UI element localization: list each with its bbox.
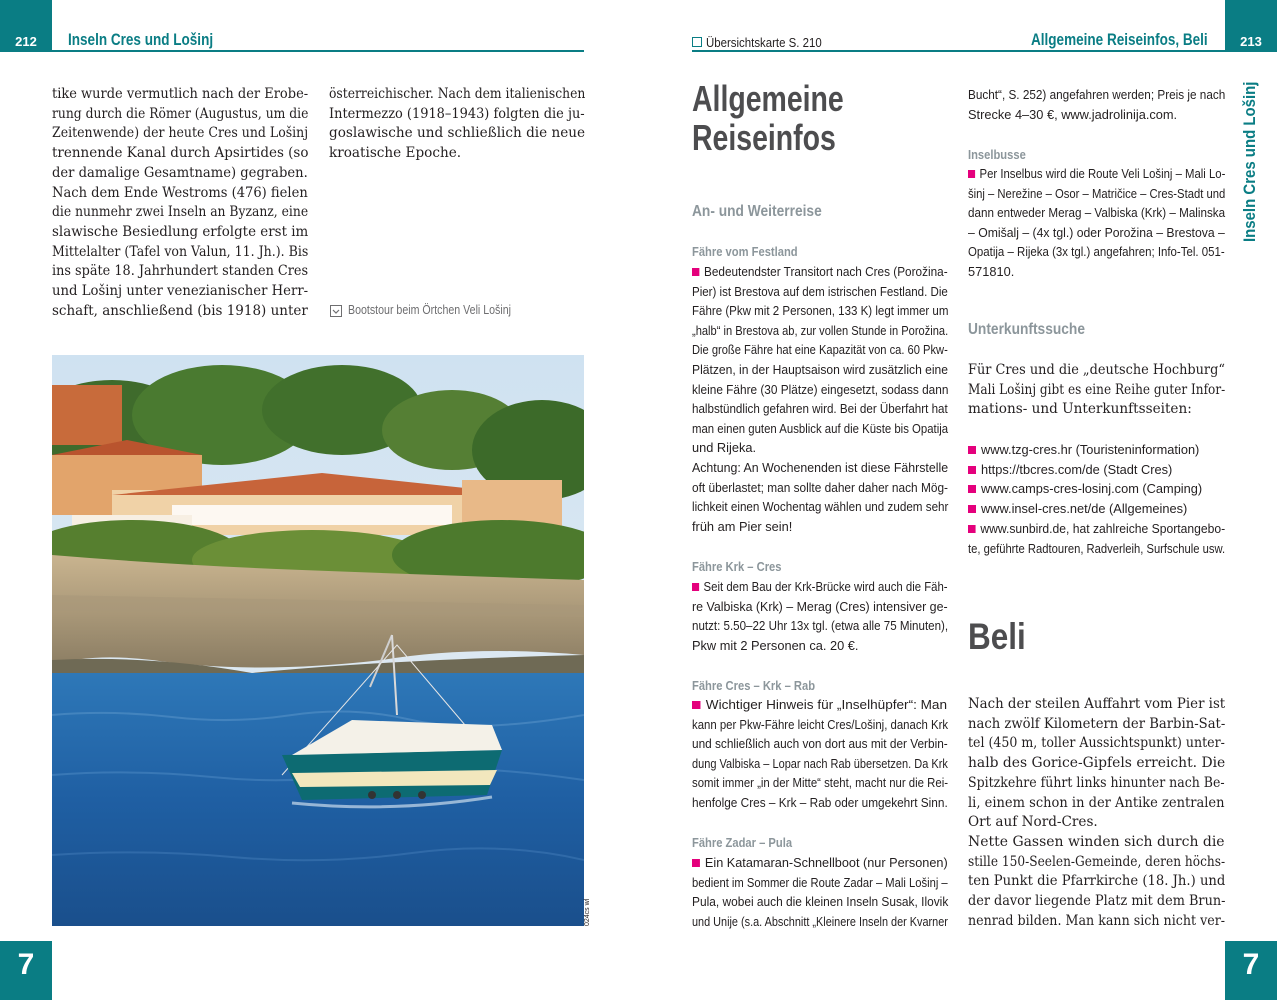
photo-credit: 024cs wl bbox=[584, 898, 591, 926]
body-line: tike wurde vermutlich nach der Erobe- bbox=[52, 86, 309, 102]
body-line: – Omišalj – (4x tgl.) oder Porožina – Brestova – bbox=[968, 224, 1225, 240]
text-ferry-mainland bbox=[692, 262, 948, 542]
body-line: Wichtiger Hinweis für „Inselhüpfer“: Man bbox=[692, 695, 947, 715]
bullet-marker bbox=[968, 446, 976, 454]
body-line: re Valbiska (Krk) – Merag (Cres) intensiver ge- bbox=[692, 598, 948, 614]
section-title-line1: Allgemeine bbox=[692, 78, 844, 119]
body-line: und Rijeka. bbox=[692, 440, 757, 456]
body-line: rung durch die Römer (Augustus, um die bbox=[52, 105, 309, 122]
body-line: trennende Kanal durch Apsirtides (so bbox=[52, 145, 309, 162]
body-line: kleine Fähre (30 Plätze) eingesetzt, sodass dann bbox=[692, 381, 949, 397]
body-line: henfolge Cres – Krk – Rab oder umgekehrt Sinn. bbox=[692, 795, 948, 810]
body-line: somit immer „in der Mitte“ steht, macht nur die Rei- bbox=[692, 775, 949, 791]
body-line: halb des Gorice-Gipfels erreicht. Die bbox=[968, 755, 1226, 772]
text-ferry-rab bbox=[692, 695, 948, 815]
subsection-heading-accommodation: Unterkunftssuche bbox=[968, 321, 1085, 338]
heading-ferry-krk: Fähre Krk – Cres bbox=[692, 559, 782, 574]
body-line: dung Valbiska – Lopar nach Rab übersetzen. Da Krk bbox=[692, 755, 948, 771]
heading-island-bus: Inselbusse bbox=[968, 147, 1026, 162]
text-island-bus bbox=[968, 164, 1225, 284]
body-line: halbstündlich gefahren wird. Bei der Überfahrt hat bbox=[692, 401, 948, 417]
sidebar-thumb-label: Inseln Cres und Lošinj bbox=[1240, 81, 1259, 242]
bullet-marker bbox=[968, 525, 976, 533]
body-line: Nach dem Ende Westroms (476) fielen bbox=[52, 184, 308, 201]
body-line: und schließlich auch von dort aus mit der Verbin- bbox=[692, 736, 948, 752]
body-line: goslawische und schließlich die neue bbox=[329, 125, 586, 142]
body-text-left-col2 bbox=[329, 85, 585, 165]
bullet-marker bbox=[692, 583, 699, 591]
body-line: die nunmehr zwei Inseln an Byzanz, eine bbox=[52, 204, 309, 221]
body-line: Bucht“, S. 252) angefahren werden; Preis je nach bbox=[968, 87, 1226, 102]
body-line: slawische Besiedlung erfolgte erst im bbox=[52, 223, 309, 240]
map-ref-checkbox-icon bbox=[692, 37, 702, 47]
body-line: schaft, anschließend (bis 1918) unter bbox=[52, 302, 308, 319]
body-line: Strecke 4–30 €, www.jadrolinija.com. bbox=[968, 106, 1178, 122]
body-line: stille 150-Seelen-Gemeinde, deren höchs- bbox=[968, 853, 1226, 870]
bullet-marker bbox=[968, 170, 975, 178]
running-head-left: Inseln Cres und Lošinj bbox=[68, 31, 214, 49]
caption-icon bbox=[330, 304, 342, 316]
body-line: „halb“ in Brestova ab, zur vollen Stunde in Porožina. bbox=[692, 322, 949, 338]
text-ferry-pula bbox=[692, 853, 948, 933]
body-line: und Lošinj unter venezianischer Herr- bbox=[52, 283, 309, 299]
body-line: man einen guten Ausblick auf die Küste bis Opatija bbox=[692, 420, 949, 436]
list-accommodation-links bbox=[968, 440, 1225, 560]
bullet-marker bbox=[968, 466, 976, 474]
body-line: nutzt: 5.50–22 Uhr 13x tgl. (etwa alle 75 Minuten), bbox=[692, 618, 949, 634]
link-item: te, geführte Radtouren, Radverleih, Surfschule usw. bbox=[968, 540, 1226, 556]
body-line: Opatija – Rijeka (3x tgl.) angefahren; Info-Tel. 051- bbox=[968, 244, 1225, 260]
bullet-marker bbox=[692, 701, 700, 709]
running-head-right: Allgemeine Reiseinfos, Beli bbox=[1031, 31, 1208, 49]
link-item: www.sunbird.de, hat zahlreiche Sportangebo- bbox=[968, 519, 1225, 539]
body-line: Pier) ist Brestova auf dem istrischen Festland. Die bbox=[692, 283, 948, 299]
subsection-heading-travel: An- und Weiterreise bbox=[692, 203, 822, 220]
section-title-line2: Reiseinfos bbox=[692, 117, 836, 158]
body-line: 571810. bbox=[968, 264, 1015, 279]
heading-ferry-pula: Fähre Zadar – Pula bbox=[692, 835, 793, 850]
body-line: kann per Pkw-Fähre leicht Cres/Lošinj, danach Krk bbox=[692, 716, 949, 732]
bullet-marker bbox=[968, 505, 976, 513]
body-line: Nette Gassen winden sich durch die bbox=[968, 833, 1225, 850]
map-reference: Übersichtskarte S. 210 bbox=[706, 35, 822, 50]
body-line: Mittelalter (Tafel von Valun, 11. Jh.). Bis bbox=[52, 243, 309, 260]
body-line: Bedeutendster Transitort nach Cres (Porožina- bbox=[692, 262, 948, 282]
chapter-number-left: 7 bbox=[17, 948, 35, 981]
body-line: der davor liegende Platz mit dem Brun- bbox=[968, 893, 1226, 909]
body-line: mations- und Unterkunftsseiten: bbox=[968, 401, 1192, 418]
heading-ferry-mainland: Fähre vom Festland bbox=[692, 244, 798, 259]
body-line: nenrad bilden. Man kann sich nicht ver- bbox=[968, 912, 1226, 929]
body-line: und Unije (s.a. Abschnitt „Kleinere Inseln der Kvarner bbox=[692, 913, 948, 929]
text-ferry-pula-cont bbox=[968, 85, 1225, 125]
link-item: www.insel-cres.net/de (Allgemeines) bbox=[968, 499, 1187, 519]
body-line: šinj – Nerežine – Osor – Matričice – Cres-Stadt und bbox=[968, 185, 1226, 201]
header-rule-left bbox=[52, 50, 584, 52]
bullet-marker bbox=[692, 859, 700, 867]
body-line: früh am Pier sein! bbox=[692, 518, 793, 534]
text-ferry-krk bbox=[692, 577, 948, 657]
link-item: www.tzg-cres.hr (Touristeninformation) bbox=[968, 440, 1199, 460]
body-line: oft überlastet; man sollte daher daher nach Mög- bbox=[692, 479, 949, 495]
body-line: kroatische Epoche. bbox=[329, 145, 462, 162]
bullet-marker bbox=[968, 485, 976, 493]
body-line: Intermezzo (1918–1943) folgten die ju- bbox=[329, 105, 585, 122]
body-line: tel (450 m, toller Aussichtspunkt) unter- bbox=[968, 735, 1225, 752]
body-line: Plätzen, in der Hauptsaison wird zusätzlich eine bbox=[692, 362, 949, 377]
body-line: Die große Fähre hat eine Kapazität von ca. 60 Pkw- bbox=[692, 342, 948, 358]
bullet-marker bbox=[692, 268, 699, 276]
text-accommodation bbox=[968, 361, 1225, 421]
body-line: Pula, wobei auch die kleinen Inseln Susak, Ilovik bbox=[692, 894, 949, 910]
link-item: https://tbcres.com/de (Stadt Cres) bbox=[968, 460, 1172, 480]
body-line: bedient im Sommer die Route Zadar – Mali Lošinj – bbox=[692, 874, 948, 890]
chapter-number-right: 7 bbox=[1242, 948, 1260, 981]
body-line: der damalige Gesamtname) gegraben. bbox=[52, 164, 308, 181]
page-number-right: 213 bbox=[1240, 34, 1262, 49]
body-line: Ein Katamaran-Schnellboot (nur Personen) bbox=[692, 853, 948, 873]
body-line: dann entweder Merag – Valbiska (Krk) – Malinska bbox=[968, 205, 1226, 221]
body-line: Spitzkehre führt links hinunter nach Be- bbox=[968, 774, 1225, 791]
body-line: lichkeit einen Wochentag wählen und zudem sehr bbox=[692, 499, 949, 515]
body-line: ten Punkt die Pfarrkirche (18. Jh.) und bbox=[968, 873, 1226, 890]
page-number-left: 212 bbox=[15, 34, 37, 49]
section-title-beli: Beli bbox=[968, 616, 1026, 657]
body-line: Per Inselbus wird die Route Veli Lošinj – Mali Lo- bbox=[968, 164, 1225, 184]
body-line: Für Cres und die „deutsche Hochburg“ bbox=[968, 362, 1225, 378]
body-text-left-col1 bbox=[52, 85, 308, 325]
header-rule-right bbox=[692, 50, 1225, 52]
body-line: ins späte 18. Jahrhundert standen Cres bbox=[52, 263, 309, 280]
boat-tour-photo bbox=[52, 355, 584, 926]
body-line: Mali Lošinj gibt es eine Reihe guter Infor- bbox=[968, 381, 1226, 398]
body-line: Achtung: An Wochenenden ist diese Fährstelle bbox=[692, 460, 949, 475]
body-line: österreichischer. Nach dem italienischen bbox=[329, 86, 586, 102]
body-line: Nach der steilen Auffahrt vom Pier ist bbox=[968, 696, 1226, 712]
heading-ferry-rab: Fähre Cres – Krk – Rab bbox=[692, 678, 816, 693]
text-beli bbox=[968, 695, 1225, 935]
body-line: nach zwölf Kilometern der Barbin-Sat- bbox=[968, 715, 1226, 732]
link-item: www.camps-cres-losinj.com (Camping) bbox=[968, 479, 1202, 499]
body-line: Zeitenwende) der heute Cres und Lošinj bbox=[52, 125, 309, 142]
body-line: li, einem schon in der Antike zentralen bbox=[968, 794, 1225, 811]
body-line: Seit dem Bau der Krk-Brücke wird auch die Fäh- bbox=[692, 577, 948, 597]
body-line: Fähre (Pkw mit 2 Personen, 133 K) legt immer um bbox=[692, 303, 949, 319]
photo-caption: Bootstour beim Örtchen Veli Lošinj bbox=[348, 303, 512, 317]
body-line: Pkw mit 2 Personen ca. 20 €. bbox=[692, 637, 859, 653]
body-line: Ort auf Nord-Cres. bbox=[968, 814, 1098, 831]
